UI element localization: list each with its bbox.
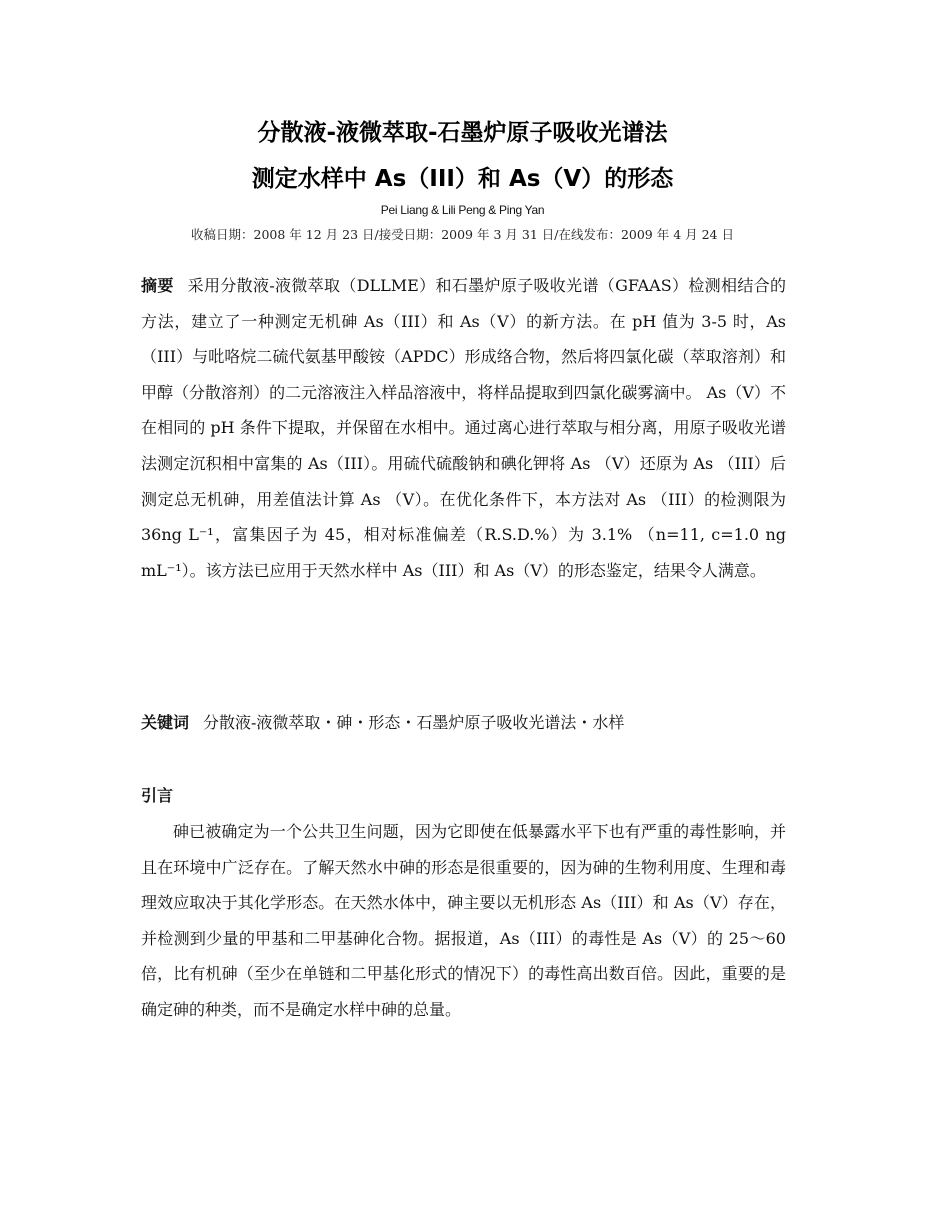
abstract-text: 采用分散液-液微萃取（DLLME）和石墨炉原子吸收光谱（GFAAS）检测相结合的方法，建立了一种测定无机砷 As（III）和 As（V）的新方法。在 pH 值为 3-5 时，As（III）与吡咯烷二硫代氨基甲酸铵（APDC）形成络合物，然后将四氯化碳（萃取溶剂）和甲醇（分散溶剂）的二元溶液注入样品溶液中，将样品提取到四氯化碳雾滴中。 As（V）不在相同的 pH 条件下提取，并保留在水相中。通过离心进行萃取与相分离，用原子吸收光谱法测定沉积相中富集的 As（III）。用硫代硫酸钠和碘化钾将 As （V）还原为 As （III）后测定总无机砷，用差值法计算 As （V）。在优化条件下，本方法对 As （III）的检测限为 36ng L⁻¹，富集因子为 45，相对标准偏差（R.S.D.%）为 3.1% （n=11, c=1.0 ng mL⁻¹）。该方法已应用于天然水样中 As（III）和 As（V）的形态鉴定，结果令人满意。	[141, 276, 786, 580]
authors: Pei Liang & Lili Peng & Ping Yan	[380, 203, 545, 217]
keywords-label: 关键词	[141, 713, 190, 732]
intro-paragraph: 砷已被确定为一个公共卫生问题，因为它即使在低暴露水平下也有严重的毒性影响，并且在环境中广泛存在。了解天然水中砷的形态是很重要的，因为砷的生物利用度、生理和毒理效应取决于其化学形态。在天然水体中，砷主要以无机形态 As（III）和 As（V）存在，并检测到少量的甲基和二甲基砷化合物。据报道，As（III）的毒性是 As（V）的 25～60 倍，比有机砷（至少在单链和二甲基化形式的情况下）的毒性高出数百倍。因此，重要的是确定砷的种类，而不是确定水样中砷的总量。	[141, 822, 786, 1019]
publication-dates: 收稿日期：2008 年 12 月 23 日/接受日期：2009 年 3 月 31 日/在线发布：2009 年 4 月 24 日	[191, 227, 734, 242]
intro-heading: 引言	[141, 786, 174, 805]
keywords	[141, 705, 786, 741]
title-line-2: 测定水样中 As（III）和 As（V）的形态	[251, 166, 674, 192]
abstract	[141, 268, 786, 588]
title-line-1: 分散液-液微萃取-石墨炉原子吸收光谱法	[257, 120, 668, 146]
keywords-text: 分散液-液微萃取・砷・形态・石墨炉原子吸收光谱法・水样	[203, 713, 625, 732]
abstract-label: 摘要	[141, 276, 174, 295]
